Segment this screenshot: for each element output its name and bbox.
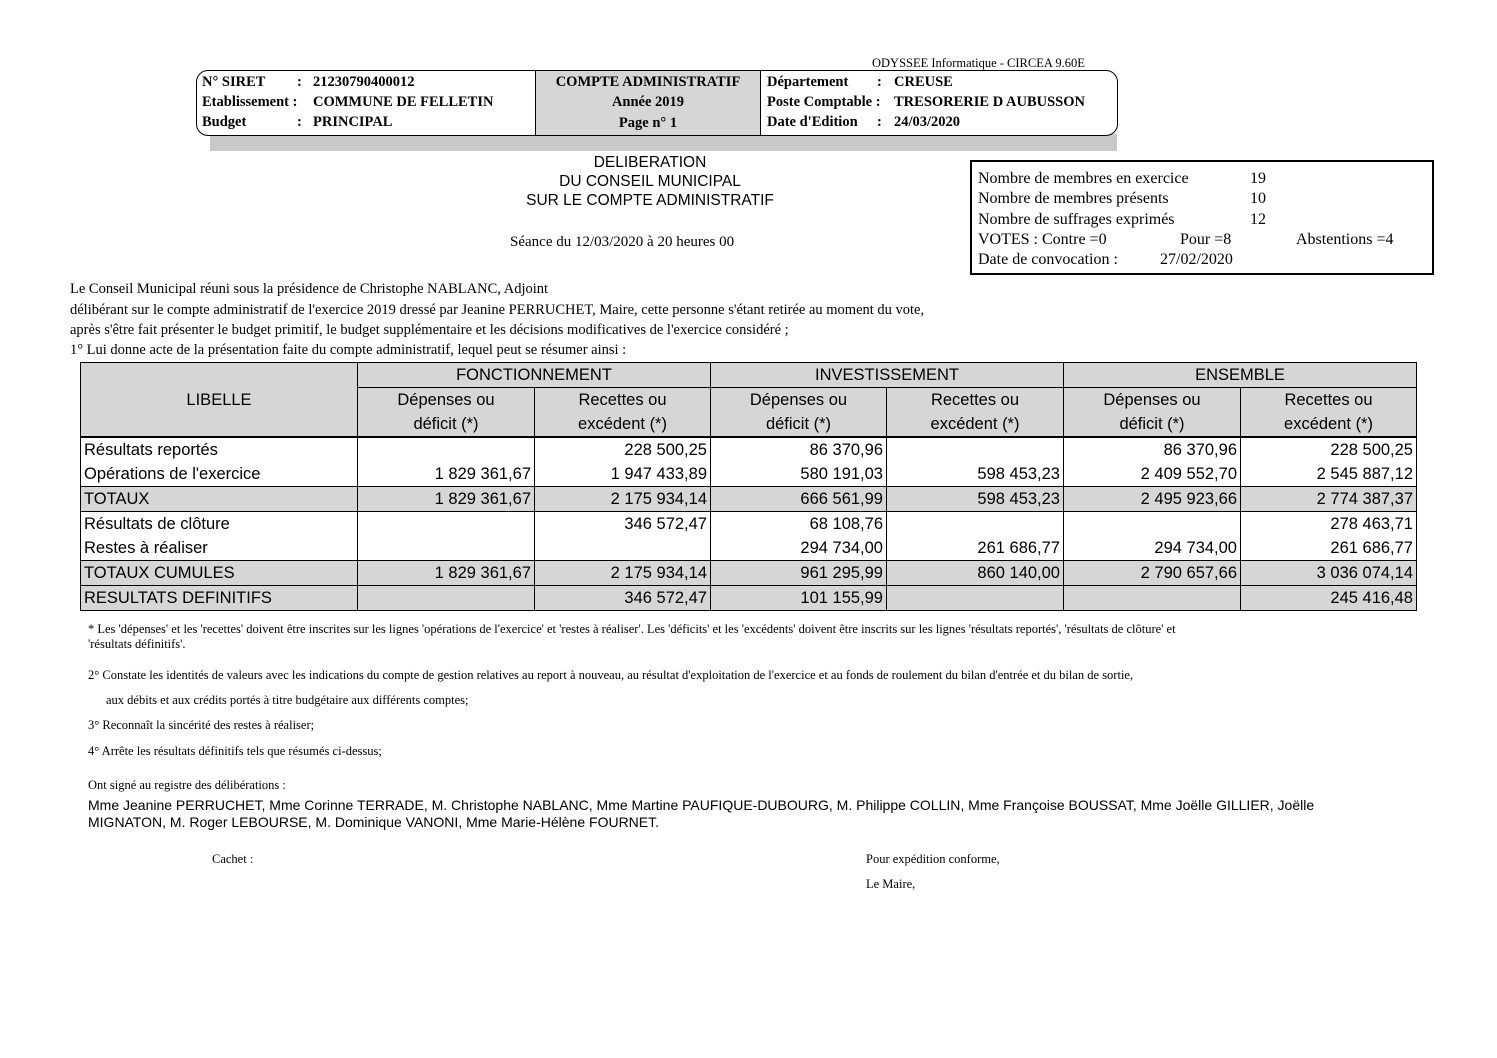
doc-year: Année 2019 — [611, 94, 685, 110]
cell: 346 572,47 — [535, 586, 711, 611]
cell: 2 175 934,14 — [535, 487, 711, 512]
signatories-line-1: Mme Jeanine PERRUCHET, Mme Corinne TERRADE, M. Christophe NABLANC, Mme Martine PAUFIQUE-DUBOURG, M. Philippe COLLIN, Mme Françoise BOUSSAT, Mme Joëlle GILLIER, Joëlle — [88, 797, 1315, 813]
table-row — [81, 462, 1417, 487]
cell: 2 175 934,14 — [535, 561, 711, 586]
cell — [358, 512, 535, 537]
header-dep-2: déficit (*) — [711, 412, 887, 437]
convocation-label: Date de convocation : — [978, 251, 1118, 268]
cell: 2 790 657,66 — [1064, 561, 1241, 586]
poste-label: Poste Comptable : — [767, 94, 881, 110]
cell: 1 947 433,89 — [535, 462, 711, 487]
footnote-line-2: 'résultats définitifs'. — [88, 637, 186, 651]
cell: 101 155,99 — [711, 586, 887, 611]
cell: 2 545 887,12 — [1241, 462, 1417, 487]
row-label: Résultats reportés — [81, 437, 358, 462]
cell: 245 416,48 — [1241, 586, 1417, 611]
cell — [1064, 586, 1241, 611]
header-investissement: INVESTISSEMENT — [711, 363, 1064, 388]
cell — [887, 437, 1064, 462]
etab-label: Etablissement : — [202, 94, 298, 110]
page-title — [445, 153, 855, 210]
intro-line-3: après s'être fait présenter le budget primitif, le budget supplémentaire et les décisions modificatives de l'exercice considéré ; — [70, 322, 789, 338]
budget-colon: : — [297, 114, 302, 130]
cell — [887, 512, 1064, 537]
table-row-totaux-cumules — [81, 561, 1417, 586]
header-dep-2: déficit (*) — [358, 412, 535, 437]
members-presents-label: Nombre de membres présents — [978, 190, 1169, 207]
signed-label: Ont signé au registre des délibérations : — [88, 778, 286, 792]
para-3: 3° Reconnaît la sincérité des restes à réaliser; — [88, 718, 315, 732]
poste-value: TRESORERIE D AUBUSSON — [894, 94, 1085, 110]
cell: 598 453,23 — [887, 487, 1064, 512]
cell: 961 295,99 — [711, 561, 887, 586]
footnote-line-1: * Les 'dépenses' et les 'recettes' doivent être inscrites sur les lignes 'opérations de l'exercice' et 'restes à réaliser'. Les 'déficits' et les 'excédents' doivent être inscrits sur les lignes 'résultats reportés', 'résultats de clôture' et — [88, 622, 1176, 636]
para-4: 4° Arrête les résultats définitifs tels que résumés ci-dessus; — [88, 744, 382, 758]
cell: 228 500,25 — [535, 437, 711, 462]
row-label: RESULTATS DEFINITIFS — [81, 586, 358, 611]
members-exercice-value: 19 — [1250, 170, 1266, 187]
header-rec-1: Recettes ou — [1241, 388, 1417, 413]
table-row-totaux — [81, 487, 1417, 512]
cell: 580 191,03 — [711, 462, 887, 487]
seance-date: Séance du 12/03/2020 à 20 heures 00 — [510, 234, 735, 250]
header-dep-1: Dépenses ou — [1064, 388, 1241, 413]
row-label: Résultats de clôture — [81, 512, 358, 537]
header-dep-1: Dépenses ou — [711, 388, 887, 413]
header-shadow — [210, 134, 1117, 151]
cell: 2 774 387,37 — [1241, 487, 1417, 512]
siret-value: 21230790400012 — [313, 74, 415, 90]
dept-label: Département — [767, 74, 849, 90]
table-row-resultats-definitifs — [81, 586, 1417, 611]
members-suffrages-label: Nombre de suffrages exprimés — [978, 211, 1175, 228]
cell: 261 686,77 — [1241, 536, 1417, 561]
members-box — [970, 160, 1434, 275]
siret-label: N° SIRET — [202, 74, 266, 90]
cell: 1 829 361,67 — [358, 561, 535, 586]
title-line-3: SUR LE COMPTE ADMINISTRATIF — [526, 192, 774, 209]
cell — [358, 437, 535, 462]
intro-line-2: délibérant sur le compte administratif de l'exercice 2019 dressé par Jeanine PERRUCHET, Maire, cette personne s'étant retirée au moment du vote, — [70, 302, 925, 318]
votes-contre: VOTES : Contre =0 — [978, 231, 1107, 248]
header-rec-1: Recettes ou — [887, 388, 1064, 413]
title-line-1: DELIBERATION — [593, 154, 707, 171]
row-label: TOTAUX — [81, 487, 358, 512]
signatories-line-2: MIGNATON, M. Roger LEBOURSE, M. Dominique VANONI, Mme Marie-Hélène FOURNET. — [88, 814, 660, 830]
cell: 2 495 923,66 — [1064, 487, 1241, 512]
cell: 86 370,96 — [711, 437, 887, 462]
cachet-label: Cachet : — [212, 852, 254, 866]
votes-pour: Pour =8 — [1180, 231, 1232, 248]
results-table — [80, 362, 1417, 611]
row-label: TOTAUX CUMULES — [81, 561, 358, 586]
cell: 598 453,23 — [887, 462, 1064, 487]
software-version: ODYSSEE Informatique - CIRCEA 9.60E — [872, 56, 1085, 70]
header-dep-2: déficit (*) — [1064, 412, 1241, 437]
intro-line-1: Le Conseil Municipal réuni sous la présidence de Christophe NABLANC, Adjoint — [70, 281, 549, 297]
date-value: 24/03/2020 — [894, 114, 961, 130]
doc-title: COMPTE ADMINISTRATIF — [555, 74, 741, 90]
members-suffrages-value: 12 — [1250, 211, 1266, 228]
table-row — [81, 512, 1417, 537]
header-dep-1: Dépenses ou — [358, 388, 535, 413]
cell: 261 686,77 — [887, 536, 1064, 561]
cell — [1064, 512, 1241, 537]
cell — [358, 536, 535, 561]
convocation-value: 27/02/2020 — [1160, 251, 1233, 268]
header-center — [535, 71, 761, 135]
cell — [535, 536, 711, 561]
row-label: Opérations de l'exercice — [81, 462, 358, 487]
row-label: Restes à réaliser — [81, 536, 358, 561]
cell: 666 561,99 — [711, 487, 887, 512]
cell: 3 036 074,14 — [1241, 561, 1417, 586]
date-colon: : — [877, 114, 882, 130]
para-2-line-1: 2° Constate les identités de valeurs avec les indications du compte de gestion relatives au report à nouveau, au résultat d'exploitation de l'exercice et au fonds de roulement du bilan d'entrée et du bilan de sortie, — [88, 668, 1134, 682]
header-box — [196, 70, 1118, 136]
members-presents-value: 10 — [1250, 190, 1266, 207]
dept-value: CREUSE — [894, 74, 953, 90]
title-line-2: DU CONSEIL MUNICIPAL — [559, 173, 741, 190]
cell: 68 108,76 — [711, 512, 887, 537]
page-number: Page n° 1 — [618, 115, 678, 131]
cell: 1 829 361,67 — [358, 487, 535, 512]
cell: 346 572,47 — [535, 512, 711, 537]
header-libelle: LIBELLE — [81, 363, 358, 438]
date-label: Date d'Edition — [767, 114, 858, 130]
table-row — [81, 437, 1417, 462]
intro-line-4: 1° Lui donne acte de la présentation faite du compte administratif, lequel peut se résumer ainsi : — [70, 342, 627, 358]
budget-value: PRINCIPAL — [313, 114, 393, 130]
header-ensemble: ENSEMBLE — [1064, 363, 1417, 388]
etab-value: COMMUNE DE FELLETIN — [313, 94, 494, 110]
cell — [358, 586, 535, 611]
cell: 1 829 361,67 — [358, 462, 535, 487]
votes-abstentions: Abstentions =4 — [1296, 231, 1394, 248]
header-fonctionnement: FONCTIONNEMENT — [358, 363, 711, 388]
cell: 294 734,00 — [1064, 536, 1241, 561]
cell: 294 734,00 — [711, 536, 887, 561]
header-rec-2: excédent (*) — [535, 412, 711, 437]
header-rec-2: excédent (*) — [1241, 412, 1417, 437]
cell: 2 409 552,70 — [1064, 462, 1241, 487]
cell: 860 140,00 — [887, 561, 1064, 586]
para-2-line-2: aux débits et aux crédits portés à titre budgétaire aux différents comptes; — [106, 693, 469, 707]
dept-colon: : — [877, 74, 882, 90]
maire-label: Le Maire, — [866, 877, 916, 891]
cell: 228 500,25 — [1241, 437, 1417, 462]
members-exercice-label: Nombre de membres en exercice — [978, 170, 1189, 187]
header-rec-1: Recettes ou — [535, 388, 711, 413]
cell: 86 370,96 — [1064, 437, 1241, 462]
cell: 278 463,71 — [1241, 512, 1417, 537]
table-row — [81, 536, 1417, 561]
expedition-label: Pour expédition conforme, — [866, 852, 1000, 866]
header-rec-2: excédent (*) — [887, 412, 1064, 437]
cell — [887, 586, 1064, 611]
siret-colon: : — [297, 74, 302, 90]
budget-label: Budget — [202, 114, 247, 130]
